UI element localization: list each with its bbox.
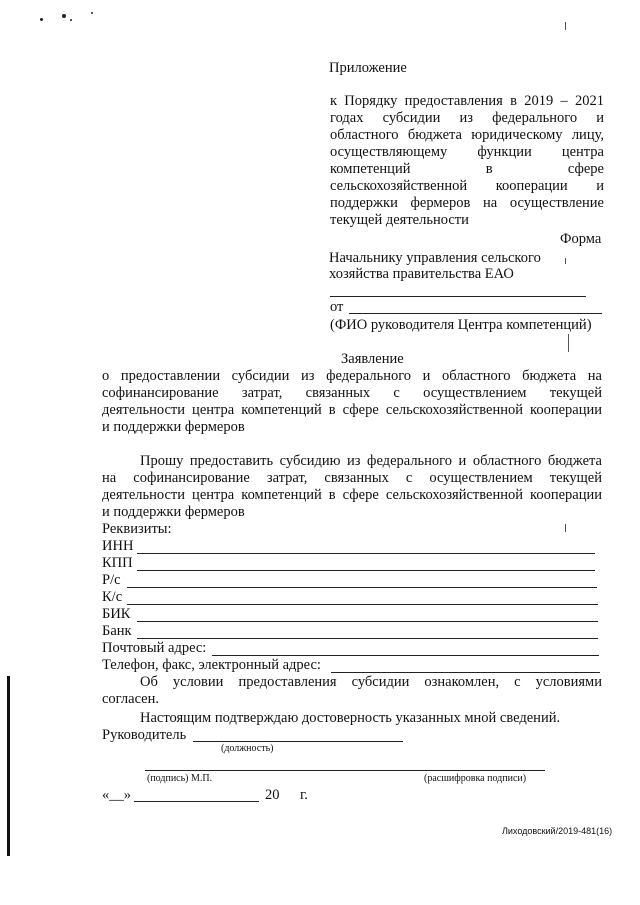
date-year-suffix: г. [300, 787, 308, 803]
appendix-title: Приложение [329, 60, 407, 76]
appendix-line: осуществляющему функции центра [330, 144, 604, 160]
appendix-line: текущей деятельности [330, 212, 469, 228]
subject-line: о предоставлении субсидии из федерального и областного бюджета на [102, 368, 602, 384]
subject-line: деятельности центра компетенций в сфере сельскохозяйственной кооперации [102, 402, 602, 418]
rs-field[interactable] [127, 587, 597, 588]
appendix-text [330, 93, 604, 229]
postal-address-field[interactable] [212, 655, 599, 656]
request-line: и поддержки фермеров [102, 504, 245, 520]
inn-label: ИНН [102, 538, 134, 554]
date-day: «__» [102, 787, 131, 803]
contacts-field[interactable] [331, 672, 600, 673]
rs-label: Р/с [102, 572, 121, 588]
request-line: деятельности центра компетенций в сфере сельскохозяйственной кооперации [102, 487, 602, 503]
addressee-blank-line [330, 296, 586, 297]
document-reference: Лиходовский/2019-481(16) [502, 826, 613, 836]
ks-field[interactable] [127, 604, 598, 605]
from-hint: (ФИО руководителя Центра компетенций) [330, 317, 592, 333]
scan-speck [70, 19, 72, 21]
inn-field[interactable] [137, 553, 595, 554]
request-line: на софинансирование затрат, связанных с осуществлением текущей [102, 470, 602, 486]
form-label: Форма [560, 231, 602, 247]
addressee-line-2: хозяйства правительства ЕАО [329, 266, 514, 282]
addressee-line-1: Начальнику управления сельского [329, 250, 541, 266]
head-label: Руководитель [102, 727, 187, 743]
decode-hint: (расшифровка подписи) [424, 773, 527, 784]
bank-label: Банк [102, 623, 132, 639]
appendix-line: сельскохозяйственной кооперации и [330, 178, 604, 194]
kpp-label: КПП [102, 555, 133, 571]
scan-speck [91, 12, 93, 14]
sign-hint: (подпись) М.П. [147, 773, 213, 784]
scan-mark [565, 258, 566, 264]
date-month-field[interactable] [134, 801, 259, 802]
requisites-heading: Реквизиты: [102, 521, 172, 537]
appendix-line: годах субсидии из федерального и [330, 110, 604, 126]
ks-label: К/с [102, 589, 123, 605]
scan-mark [565, 524, 566, 532]
position-hint: (должность) [221, 743, 274, 754]
from-label: от [330, 299, 344, 315]
bik-field[interactable] [137, 621, 598, 622]
statement-subject [102, 368, 602, 436]
kpp-field[interactable] [137, 570, 595, 571]
request-text [102, 453, 602, 521]
scan-speck [62, 14, 66, 18]
appendix-line: поддержки фермеров на осуществление [330, 195, 604, 211]
position-field[interactable] [193, 741, 403, 742]
bik-label: БИК [102, 606, 131, 622]
appendix-line: компетенций в сфере [330, 161, 604, 177]
appendix-line: областного бюджета юридическому лицу, [330, 127, 604, 143]
confirm-line: Настоящим подтверждаю достоверность указанных мной сведений. [140, 710, 561, 726]
postal-address-label: Почтовый адрес: [102, 640, 207, 656]
conditions-text [102, 674, 602, 708]
subject-line: софинансирование затрат, связанных с осуществлением текущей [102, 385, 602, 401]
date-year-prefix: 20 [265, 787, 280, 803]
scan-speck [40, 18, 43, 21]
scan-mark [565, 22, 566, 30]
subject-line: и поддержки фермеров [102, 419, 245, 435]
appendix-line: к Порядку предоставления в 2019 – 2021 [330, 93, 604, 109]
conditions-line: Об условии предоставления субсидии ознакомлен, с условиями [140, 674, 602, 690]
left-margin-bar [7, 676, 10, 856]
sign-field[interactable] [145, 770, 545, 771]
scan-mark [568, 334, 569, 352]
request-line: Прошу предоставить субсидию из федерального и областного бюджета [140, 453, 602, 469]
bank-field[interactable] [137, 638, 598, 639]
from-blank-line [349, 313, 602, 314]
contacts-label: Телефон, факс, электронный адрес: [102, 657, 321, 673]
conditions-line: согласен. [102, 691, 160, 707]
statement-title: Заявление [341, 351, 404, 367]
